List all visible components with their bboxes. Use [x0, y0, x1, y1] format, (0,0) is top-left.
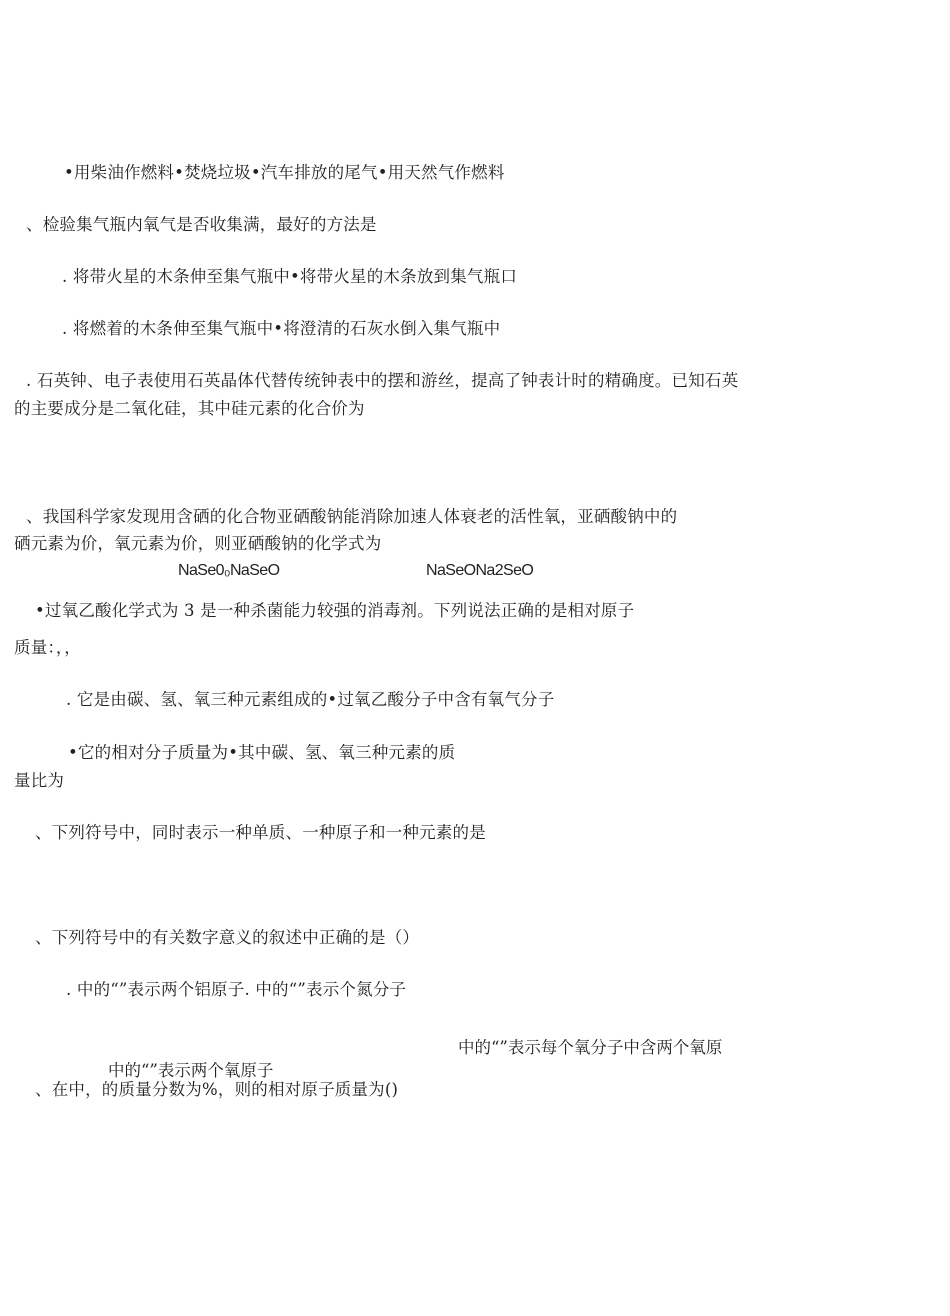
option-line-oxygen-molecule-clipped	[458, 1038, 723, 1057]
question-oxygen-full-check: 、检验集气瓶内氧气是否收集满，最好的方法是	[26, 215, 377, 234]
option-line-two-oxygen-atoms-clipped	[108, 1061, 274, 1080]
option-line-oxygen-molecule-text: 中的“”表示每个氧分子中含两个氧原	[458, 1038, 723, 1057]
formula-options-right: NaSeONa2SeO	[426, 562, 534, 579]
question-peracetic-acid-line-2: 质量：，，	[14, 638, 81, 657]
option-line-two-oxygen-atoms-text: 中的“”表示两个氧原子	[108, 1061, 274, 1080]
question-quartz-line-2: 的主要成分是二氧化硅，其中硅元素的化合价为	[14, 399, 365, 418]
option-line-fuels: •用柴油作燃料•焚烧垃圾•汽车排放的尾气•用天然气作燃料	[64, 163, 505, 182]
option-line-mass-ratio: 量比为	[14, 771, 65, 790]
question-selenite-line-2: 硒元素为价，氧元素为价，则亚硒酸钠的化学式为	[14, 534, 382, 553]
option-line-burning-splint: . 将燃着的木条伸至集气瓶中•将澄清的石灰水倒入集气瓶中	[62, 319, 501, 338]
question-quartz-line-1: . 石英钟、电子表使用石英晶体代替传统钟表中的摆和游丝，提高了钟表计时的精确度。已知石英	[26, 371, 739, 390]
question-peracetic-acid-line-1: •过氧乙酸化学式为 3 是一种杀菌能力较强的消毒剂。下列说法正确的是相对原子	[35, 601, 635, 620]
question-symbols-element: 、下列符号中，同时表示一种单质、一种原子和一种元素的是	[35, 823, 486, 842]
option-line-aluminum-nitrogen: . 中的“”表示两个铝原子. 中的“”表示个氮分子	[66, 980, 407, 999]
question-mass-fraction: 、在中，的质量分数为%，则的相对原子质量为()	[35, 1080, 399, 1099]
question-symbol-numbers: 、下列符号中的有关数字意义的叙述中正确的是（）	[35, 928, 420, 947]
question-selenite-line-1: 、我国科学家发现用含硒的化合物亚硒酸钠能消除加速人体衰老的活性氧，亚硒酸钠中的	[26, 507, 678, 526]
option-line-glowing-splint: . 将带火星的木条伸至集气瓶中•将带火星的木条放到集气瓶口	[62, 267, 518, 286]
option-line-composition: . 它是由碳、氢、氧三种元素组成的•过氧乙酸分子中含有氧气分子	[66, 690, 555, 709]
option-line-relative-mass: •它的相对分子质量为•其中碳、氢、氧三种元素的质	[68, 743, 456, 762]
formula-options-left: NaSe0₀NaSeO	[178, 562, 280, 579]
